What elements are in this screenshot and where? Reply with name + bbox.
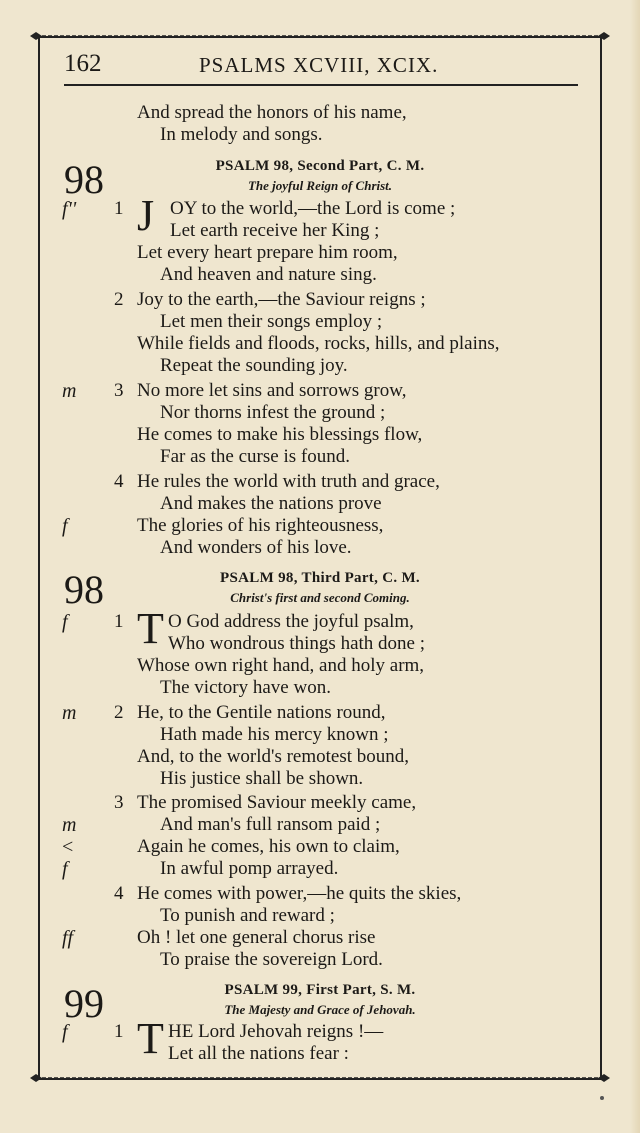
verse-line: And makes the nations prove	[160, 493, 382, 514]
dynamic-mark: f	[62, 858, 68, 880]
dynamic-mark: f''	[62, 198, 77, 220]
verse-line: Again he comes, his own to claim,	[137, 836, 400, 857]
verse-line: Let men their songs employ ;	[160, 311, 383, 332]
verse-line: He comes with power,—he quits the skies,	[137, 883, 462, 904]
dynamic-mark: m	[62, 702, 77, 724]
verse-number: 1	[114, 1021, 124, 1042]
verse-line: And man's full ransom paid ;	[160, 814, 381, 835]
dynamic-mark: m	[62, 814, 77, 836]
verse-line: O God address the joyful psalm,	[168, 611, 414, 632]
drop-cap: T	[137, 604, 164, 653]
verse-line: And, to the world's remotest bound,	[137, 746, 410, 767]
verse-line: Far as the curse is found.	[160, 446, 350, 467]
verse-line: Joy to the earth,—the Saviour reigns ;	[137, 289, 426, 310]
verse-number: 1	[114, 198, 124, 219]
verse-line: Repeat the sounding joy.	[160, 355, 348, 376]
verse-line: His justice shall be shown.	[160, 768, 364, 789]
page-number: 162	[64, 50, 102, 77]
verse-line: OY to the world,—the Lord is come ;	[170, 198, 456, 219]
dynamic-mark: f	[62, 515, 68, 537]
verse-line: The promised Saviour meekly came,	[137, 792, 417, 813]
psalm-subtitle: Christ's first and second Coming.	[230, 590, 410, 605]
psalm-subtitle: The joyful Reign of Christ.	[247, 178, 393, 193]
verse-number: 4	[114, 883, 124, 904]
verse-line: HE Lord Jehovah reigns !—	[168, 1021, 384, 1042]
verse-number: 2	[114, 702, 124, 723]
page-header	[64, 50, 579, 84]
page-edge	[630, 0, 640, 1133]
verse-line: The glories of his righteousness,	[137, 515, 384, 536]
verse-number: 3	[114, 380, 124, 401]
drop-cap: T	[137, 1014, 164, 1063]
psalm-title: PSALM 98, Second Part, C. M.	[215, 158, 425, 174]
verse-line: He rules the world with truth and grace,	[137, 471, 440, 492]
dynamic-mark: m	[62, 380, 77, 402]
verse-line: He, to the Gentile nations round,	[137, 702, 386, 723]
psalm-number: 98	[64, 567, 104, 612]
verse-line: While fields and floods, rocks, hills, and plains,	[137, 333, 500, 354]
verse-line: Nor thorns infest the ground ;	[160, 402, 386, 423]
continuation-line: In melody and songs.	[160, 124, 323, 145]
continuation-line: And spread the honors of his name,	[137, 102, 407, 123]
verse-line: He comes to make his blessings flow,	[137, 424, 423, 445]
verse-line: To punish and reward ;	[160, 905, 335, 926]
verse-line: Let every heart prepare him room,	[137, 242, 398, 263]
verse-line: And heaven and nature sing.	[160, 264, 377, 285]
verse-number: 2	[114, 289, 124, 310]
psalm-number: 98	[64, 157, 104, 202]
verse-line: Let earth receive her King ;	[170, 220, 380, 241]
verse-line: And wonders of his love.	[160, 537, 352, 558]
dynamic-mark: f	[62, 1021, 68, 1043]
verse-number: 3	[114, 792, 124, 813]
verse-line: To praise the sovereign Lord.	[160, 949, 383, 970]
psalm-number: 99	[64, 981, 104, 1026]
header-divider	[64, 84, 578, 86]
paper-spot	[600, 1096, 604, 1100]
crescendo-mark: <	[62, 836, 74, 858]
verse-line: Who wondrous things hath done ;	[168, 633, 426, 654]
verse-line: Oh ! let one general chorus rise	[137, 927, 376, 948]
drop-cap: J	[137, 191, 155, 240]
psalm-title: PSALM 99, First Part, S. M.	[224, 982, 416, 998]
verse-number: 4	[114, 471, 124, 492]
verse-line: In awful pomp arrayed.	[160, 858, 339, 879]
psalm-subtitle: The Majesty and Grace of Jehovah.	[224, 1002, 416, 1017]
verse-line: No more let sins and sorrows grow,	[137, 380, 407, 401]
running-head: PSALMS XCVIII, XCIX.	[199, 53, 439, 77]
verse-line: Whose own right hand, and holy arm,	[137, 655, 425, 676]
verse-line: Let all the nations fear :	[168, 1043, 349, 1064]
verse-line: Hath made his mercy known ;	[160, 724, 389, 745]
psalm-title: PSALM 98, Third Part, C. M.	[220, 570, 420, 586]
verse-number: 1	[114, 611, 124, 632]
dynamic-mark: f	[62, 611, 68, 633]
dynamic-mark: ff	[62, 927, 74, 949]
verse-line: The victory have won.	[160, 677, 331, 698]
